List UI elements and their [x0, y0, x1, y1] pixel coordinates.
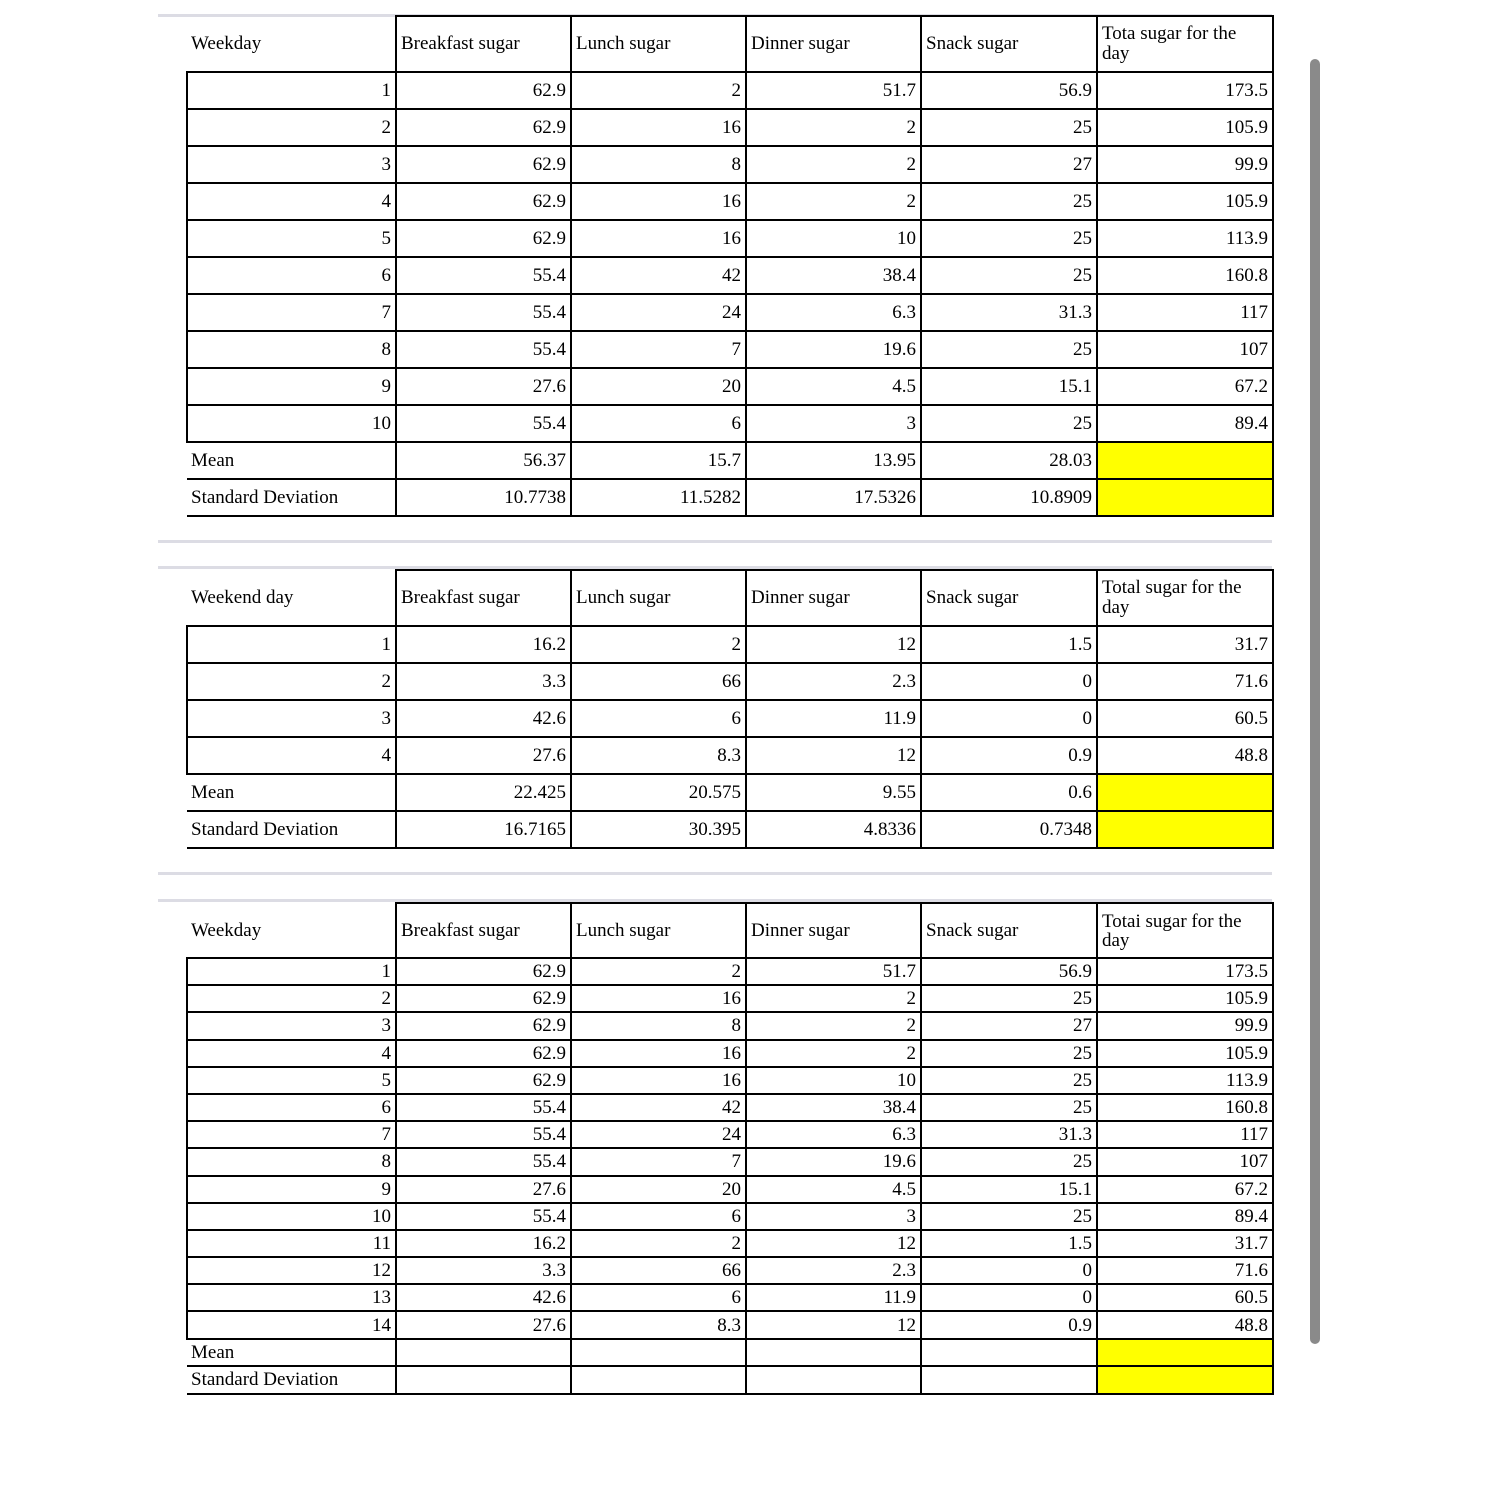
data-cell[interactable]: 7	[571, 331, 746, 368]
std-dev-row	[187, 479, 1273, 516]
table-row	[187, 1067, 1273, 1094]
data-cell[interactable]: 16	[571, 1040, 746, 1067]
data-cell[interactable]: 3.3	[396, 1257, 571, 1284]
data-cell[interactable]: 10	[746, 220, 921, 257]
data-cell[interactable]: 56.9	[921, 72, 1097, 109]
day-number-cell[interactable]: 5	[187, 1067, 396, 1094]
data-cell[interactable]: 16	[571, 985, 746, 1012]
day-number-cell[interactable]: 13	[187, 1284, 396, 1311]
table-row	[187, 72, 1273, 109]
data-cell[interactable]: 89.4	[1097, 1203, 1273, 1230]
data-cell[interactable]: 2	[746, 109, 921, 146]
column-header[interactable]: Dinner sugar	[746, 570, 921, 626]
data-cell[interactable]: 160.8	[1097, 1094, 1273, 1121]
data-cell[interactable]: 51.7	[746, 958, 921, 985]
stat-value-cell[interactable]	[396, 1366, 571, 1394]
data-cell[interactable]: 55.4	[396, 1203, 571, 1230]
data-cell[interactable]: 12	[746, 737, 921, 774]
data-cell[interactable]: 55.4	[396, 1148, 571, 1175]
data-cell[interactable]: 2	[746, 1040, 921, 1067]
day-number-cell[interactable]: 14	[187, 1311, 396, 1338]
header-row	[187, 903, 1273, 958]
data-cell[interactable]: 31.7	[1097, 626, 1273, 663]
stat-value-cell[interactable]	[746, 1366, 921, 1394]
table-row	[187, 1311, 1273, 1338]
data-cell[interactable]: 20	[571, 368, 746, 405]
data-cell[interactable]: 60.5	[1097, 700, 1273, 737]
data-cell[interactable]: 27.6	[396, 1311, 571, 1338]
data-cell[interactable]: 42	[571, 1094, 746, 1121]
data-cell[interactable]: 55.4	[396, 405, 571, 442]
data-cell[interactable]: 15.1	[921, 1176, 1097, 1203]
data-cell[interactable]: 55.4	[396, 1094, 571, 1121]
data-cell[interactable]: 27.6	[396, 737, 571, 774]
data-cell[interactable]: 16.2	[396, 626, 571, 663]
data-cell[interactable]: 2	[571, 72, 746, 109]
data-cell[interactable]: 71.6	[1097, 1257, 1273, 1284]
data-cell[interactable]: 99.9	[1097, 146, 1273, 183]
std-dev-label[interactable]: Standard Deviation	[187, 811, 396, 848]
day-number-cell[interactable]: 6	[187, 257, 396, 294]
data-cell[interactable]: 27.6	[396, 1176, 571, 1203]
table-row	[187, 1230, 1273, 1257]
highlighted-empty-cell[interactable]	[1097, 811, 1273, 848]
column-header[interactable]: Snack sugar	[921, 903, 1097, 958]
highlighted-empty-cell[interactable]	[1097, 442, 1273, 479]
stat-value-cell[interactable]: 28.03	[921, 442, 1097, 479]
data-cell[interactable]: 12	[746, 1230, 921, 1257]
mean-row	[187, 442, 1273, 479]
stat-value-cell[interactable]	[571, 1339, 746, 1367]
stat-value-cell[interactable]	[921, 1366, 1097, 1394]
data-cell[interactable]: 2	[746, 183, 921, 220]
data-cell[interactable]: 25	[921, 1148, 1097, 1175]
column-header[interactable]: Lunch sugar	[571, 16, 746, 72]
data-cell[interactable]: 62.9	[396, 183, 571, 220]
data-cell[interactable]: 67.2	[1097, 368, 1273, 405]
data-cell[interactable]: 24	[571, 294, 746, 331]
stat-value-cell[interactable]: 16.7165	[396, 811, 571, 848]
data-cell[interactable]: 25	[921, 1067, 1097, 1094]
day-number-cell[interactable]: 6	[187, 1094, 396, 1121]
day-number-cell[interactable]: 8	[187, 331, 396, 368]
data-cell[interactable]: 25	[921, 1040, 1097, 1067]
data-cell[interactable]: 173.5	[1097, 72, 1273, 109]
data-cell[interactable]: 55.4	[396, 294, 571, 331]
data-cell[interactable]: 25	[921, 1094, 1097, 1121]
data-cell[interactable]: 2.3	[746, 663, 921, 700]
data-cell[interactable]: 25	[921, 109, 1097, 146]
day-number-cell[interactable]: 10	[187, 405, 396, 442]
data-cell[interactable]: 62.9	[396, 958, 571, 985]
highlighted-empty-cell[interactable]	[1097, 1366, 1273, 1394]
data-cell[interactable]: 2.3	[746, 1257, 921, 1284]
table-row	[187, 1284, 1273, 1311]
column-header[interactable]: Dinner sugar	[746, 903, 921, 958]
data-cell[interactable]: 113.9	[1097, 220, 1273, 257]
data-cell[interactable]: 11.9	[746, 1284, 921, 1311]
day-number-cell[interactable]: 2	[187, 663, 396, 700]
data-cell[interactable]: 0	[921, 700, 1097, 737]
data-cell[interactable]: 55.4	[396, 1121, 571, 1148]
data-cell[interactable]: 25	[921, 257, 1097, 294]
data-cell[interactable]: 105.9	[1097, 1040, 1273, 1067]
data-cell[interactable]: 6	[571, 700, 746, 737]
gridline	[158, 872, 1272, 875]
data-cell[interactable]: 51.7	[746, 72, 921, 109]
table-row	[187, 1121, 1273, 1148]
vertical-scrollbar[interactable]	[1310, 59, 1320, 1344]
day-number-cell[interactable]: 11	[187, 1230, 396, 1257]
data-cell[interactable]: 105.9	[1097, 985, 1273, 1012]
data-cell[interactable]: 0.9	[921, 737, 1097, 774]
data-cell[interactable]: 7	[571, 1148, 746, 1175]
day-number-cell[interactable]: 9	[187, 368, 396, 405]
table-row	[187, 626, 1273, 663]
data-cell[interactable]: 2	[746, 146, 921, 183]
data-cell[interactable]: 42.6	[396, 1284, 571, 1311]
day-number-cell[interactable]: 2	[187, 109, 396, 146]
table-row	[187, 109, 1273, 146]
mean-row	[187, 1339, 1273, 1367]
stat-value-cell[interactable]: 56.37	[396, 442, 571, 479]
std-dev-label[interactable]: Standard Deviation	[187, 479, 396, 516]
stat-value-cell[interactable]: 0.7348	[921, 811, 1097, 848]
data-cell[interactable]: 31.3	[921, 1121, 1097, 1148]
day-number-cell[interactable]: 4	[187, 1040, 396, 1067]
data-cell[interactable]: 62.9	[396, 1012, 571, 1039]
stat-value-cell[interactable]: 0.6	[921, 774, 1097, 811]
mean-label[interactable]: Mean	[187, 774, 396, 811]
data-cell[interactable]: 20	[571, 1176, 746, 1203]
data-cell[interactable]: 15.1	[921, 368, 1097, 405]
column-header[interactable]: Weekend day	[187, 570, 396, 626]
data-cell[interactable]: 24	[571, 1121, 746, 1148]
data-cell[interactable]: 56.9	[921, 958, 1097, 985]
day-number-cell[interactable]: 3	[187, 1012, 396, 1039]
data-cell[interactable]: 105.9	[1097, 109, 1273, 146]
column-header[interactable]: Lunch sugar	[571, 570, 746, 626]
data-cell[interactable]: 89.4	[1097, 405, 1273, 442]
data-cell[interactable]: 48.8	[1097, 1311, 1273, 1338]
data-cell[interactable]: 27.6	[396, 368, 571, 405]
data-cell[interactable]: 6	[571, 1284, 746, 1311]
data-cell[interactable]: 117	[1097, 294, 1273, 331]
header-row	[187, 16, 1273, 72]
column-header[interactable]: Totai sugar for the day	[1097, 903, 1273, 958]
day-number-cell[interactable]: 1	[187, 958, 396, 985]
day-number-cell[interactable]: 2	[187, 985, 396, 1012]
stat-value-cell[interactable]: 30.395	[571, 811, 746, 848]
table-row	[187, 985, 1273, 1012]
data-cell[interactable]: 62.9	[396, 109, 571, 146]
table-row	[187, 1257, 1273, 1284]
table-row	[187, 405, 1273, 442]
column-header[interactable]: Total sugar for the day	[1097, 570, 1273, 626]
data-cell[interactable]: 16	[571, 183, 746, 220]
mean-label[interactable]: Mean	[187, 1339, 396, 1367]
stat-value-cell[interactable]	[746, 1339, 921, 1367]
data-cell[interactable]: 105.9	[1097, 183, 1273, 220]
day-number-cell[interactable]: 4	[187, 737, 396, 774]
data-cell[interactable]: 25	[921, 405, 1097, 442]
data-cell[interactable]: 31.3	[921, 294, 1097, 331]
std-dev-label[interactable]: Standard Deviation	[187, 1366, 396, 1394]
data-cell[interactable]: 0	[921, 1257, 1097, 1284]
data-cell[interactable]: 10	[746, 1067, 921, 1094]
table-row	[187, 663, 1273, 700]
data-cell[interactable]: 3.3	[396, 663, 571, 700]
data-cell[interactable]: 6.3	[746, 294, 921, 331]
header-row	[187, 570, 1273, 626]
column-header[interactable]: Tota sugar for the day	[1097, 16, 1273, 72]
weekday-sugar-table	[186, 15, 1274, 517]
data-cell[interactable]: 8.3	[571, 737, 746, 774]
data-cell[interactable]: 16	[571, 1067, 746, 1094]
stat-value-cell[interactable]	[921, 1339, 1097, 1367]
stat-value-cell[interactable]	[396, 1339, 571, 1367]
data-cell[interactable]: 25	[921, 985, 1097, 1012]
day-number-cell[interactable]: 10	[187, 1203, 396, 1230]
data-cell[interactable]: 38.4	[746, 257, 921, 294]
day-number-cell[interactable]: 7	[187, 294, 396, 331]
day-number-cell[interactable]: 3	[187, 700, 396, 737]
data-cell[interactable]: 160.8	[1097, 257, 1273, 294]
highlighted-empty-cell[interactable]	[1097, 479, 1273, 516]
table-row	[187, 294, 1273, 331]
table-row	[187, 368, 1273, 405]
data-cell[interactable]: 25	[921, 183, 1097, 220]
data-cell[interactable]: 38.4	[746, 1094, 921, 1121]
data-cell[interactable]: 173.5	[1097, 958, 1273, 985]
data-cell[interactable]: 0	[921, 1284, 1097, 1311]
data-cell[interactable]: 8	[571, 146, 746, 183]
gridline	[158, 540, 1272, 543]
mean-label[interactable]: Mean	[187, 442, 396, 479]
data-cell[interactable]: 6.3	[746, 1121, 921, 1148]
data-cell[interactable]: 2	[571, 1230, 746, 1257]
data-cell[interactable]: 62.9	[396, 1040, 571, 1067]
data-cell[interactable]: 11.9	[746, 700, 921, 737]
table-row	[187, 146, 1273, 183]
table-row	[187, 1094, 1273, 1121]
table-row	[187, 1176, 1273, 1203]
data-cell[interactable]: 107	[1097, 1148, 1273, 1175]
data-cell[interactable]: 4.5	[746, 368, 921, 405]
data-cell[interactable]: 0.9	[921, 1311, 1097, 1338]
day-number-cell[interactable]: 12	[187, 1257, 396, 1284]
column-header[interactable]: Snack sugar	[921, 570, 1097, 626]
data-cell[interactable]: 25	[921, 331, 1097, 368]
day-number-cell[interactable]: 8	[187, 1148, 396, 1175]
data-cell[interactable]: 3	[746, 405, 921, 442]
data-cell[interactable]: 117	[1097, 1121, 1273, 1148]
data-cell[interactable]: 16	[571, 220, 746, 257]
data-cell[interactable]: 62.9	[396, 220, 571, 257]
data-cell[interactable]: 107	[1097, 331, 1273, 368]
data-cell[interactable]: 27	[921, 1012, 1097, 1039]
table-row	[187, 220, 1273, 257]
stat-value-cell[interactable]: 10.7738	[396, 479, 571, 516]
table-row	[187, 1040, 1273, 1067]
data-cell[interactable]: 67.2	[1097, 1176, 1273, 1203]
data-cell[interactable]: 0	[921, 663, 1097, 700]
data-cell[interactable]: 12	[746, 1311, 921, 1338]
table-row	[187, 958, 1273, 985]
weekend-sugar-table	[186, 569, 1274, 849]
column-header[interactable]: Breakfast sugar	[396, 570, 571, 626]
mean-row	[187, 774, 1273, 811]
table-row	[187, 1203, 1273, 1230]
data-cell[interactable]: 42.6	[396, 700, 571, 737]
data-cell[interactable]: 19.6	[746, 1148, 921, 1175]
data-cell[interactable]: 8	[571, 1012, 746, 1039]
table-row	[187, 331, 1273, 368]
data-cell[interactable]: 48.8	[1097, 737, 1273, 774]
table-row	[187, 1148, 1273, 1175]
data-cell[interactable]: 4.5	[746, 1176, 921, 1203]
table-row	[187, 183, 1273, 220]
column-header[interactable]: Weekday	[187, 903, 396, 958]
stat-value-cell[interactable]: 17.5326	[746, 479, 921, 516]
std-dev-row	[187, 1366, 1273, 1394]
stat-value-cell[interactable]: 4.8336	[746, 811, 921, 848]
data-cell[interactable]: 31.7	[1097, 1230, 1273, 1257]
data-cell[interactable]: 16	[571, 109, 746, 146]
data-cell[interactable]: 6	[571, 1203, 746, 1230]
data-cell[interactable]: 27	[921, 146, 1097, 183]
data-cell[interactable]: 99.9	[1097, 1012, 1273, 1039]
data-cell[interactable]: 71.6	[1097, 663, 1273, 700]
stat-value-cell[interactable]: 15.7	[571, 442, 746, 479]
data-cell[interactable]: 25	[921, 220, 1097, 257]
data-cell[interactable]: 1.5	[921, 626, 1097, 663]
data-cell[interactable]: 3	[746, 1203, 921, 1230]
data-cell[interactable]: 66	[571, 1257, 746, 1284]
column-header[interactable]: Dinner sugar	[746, 16, 921, 72]
data-cell[interactable]: 2	[746, 985, 921, 1012]
table-row	[187, 700, 1273, 737]
table-row	[187, 737, 1273, 774]
data-cell[interactable]: 8.3	[571, 1311, 746, 1338]
stat-value-cell[interactable]: 10.8909	[921, 479, 1097, 516]
stat-value-cell[interactable]: 22.425	[396, 774, 571, 811]
table-row	[187, 1012, 1273, 1039]
data-cell[interactable]: 66	[571, 663, 746, 700]
data-cell[interactable]: 2	[571, 626, 746, 663]
day-number-cell[interactable]: 3	[187, 146, 396, 183]
table-row	[187, 257, 1273, 294]
stat-value-cell[interactable]	[571, 1366, 746, 1394]
highlighted-empty-cell[interactable]	[1097, 1339, 1273, 1367]
stat-value-cell[interactable]: 20.575	[571, 774, 746, 811]
column-header[interactable]: Breakfast sugar	[396, 903, 571, 958]
std-dev-row	[187, 811, 1273, 848]
day-number-cell[interactable]: 7	[187, 1121, 396, 1148]
column-header[interactable]: Weekday	[187, 16, 396, 72]
data-cell[interactable]: 62.9	[396, 72, 571, 109]
day-number-cell[interactable]: 1	[187, 72, 396, 109]
data-cell[interactable]: 113.9	[1097, 1067, 1273, 1094]
day-number-cell[interactable]: 9	[187, 1176, 396, 1203]
data-cell[interactable]: 2	[746, 1012, 921, 1039]
data-cell[interactable]: 42	[571, 257, 746, 294]
column-header[interactable]: Lunch sugar	[571, 903, 746, 958]
data-cell[interactable]: 62.9	[396, 146, 571, 183]
column-header[interactable]: Snack sugar	[921, 16, 1097, 72]
data-cell[interactable]: 6	[571, 405, 746, 442]
data-cell[interactable]: 12	[746, 626, 921, 663]
highlighted-empty-cell[interactable]	[1097, 774, 1273, 811]
column-header[interactable]: Breakfast sugar	[396, 16, 571, 72]
stat-value-cell[interactable]: 9.55	[746, 774, 921, 811]
data-cell[interactable]: 2	[571, 958, 746, 985]
data-cell[interactable]: 62.9	[396, 1067, 571, 1094]
data-cell[interactable]: 55.4	[396, 331, 571, 368]
day-number-cell[interactable]: 1	[187, 626, 396, 663]
stat-value-cell[interactable]: 11.5282	[571, 479, 746, 516]
data-cell[interactable]: 62.9	[396, 985, 571, 1012]
stat-value-cell[interactable]: 13.95	[746, 442, 921, 479]
data-cell[interactable]: 16.2	[396, 1230, 571, 1257]
day-number-cell[interactable]: 5	[187, 220, 396, 257]
data-cell[interactable]: 19.6	[746, 331, 921, 368]
day-number-cell[interactable]: 4	[187, 183, 396, 220]
combined-sugar-table	[186, 902, 1274, 1395]
data-cell[interactable]: 25	[921, 1203, 1097, 1230]
data-cell[interactable]: 55.4	[396, 257, 571, 294]
data-cell[interactable]: 1.5	[921, 1230, 1097, 1257]
data-cell[interactable]: 60.5	[1097, 1284, 1273, 1311]
